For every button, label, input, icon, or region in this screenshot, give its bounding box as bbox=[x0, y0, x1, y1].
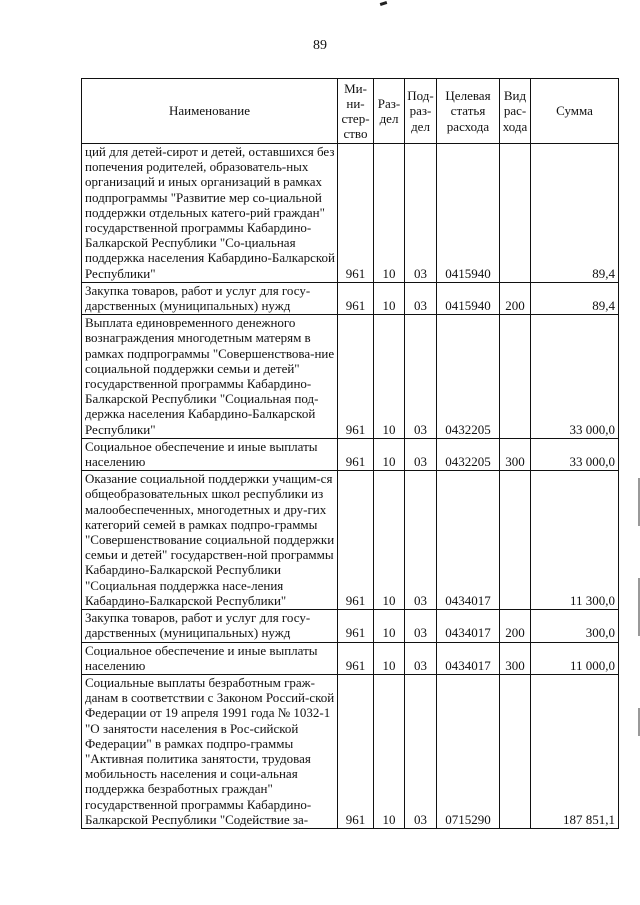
row-name: Социальные выплаты безработным граж-данам в соответствии с Законом Россий-ской Федерации от 19 апреля 1991 года № 1032-1 "О занятости населения в Рос-сийской Федерации" в рамках подпро-граммы "Активная политика занятости, трудовая мобильность населения и соци-альная поддержка безработных граждан" государственной программы Кабардино-Балкарской Республики "Содействие за- bbox=[82, 674, 338, 828]
row-name: Закупка товаров, работ и услуг для госу-дарственных (муниципальных) нужд bbox=[82, 610, 338, 642]
budget-table bbox=[81, 78, 619, 829]
row-section: 10 bbox=[374, 674, 405, 828]
row-target: 0432205 bbox=[437, 438, 500, 470]
row-ministry: 961 bbox=[338, 144, 374, 283]
table-row bbox=[82, 282, 619, 314]
row-kind bbox=[500, 315, 531, 439]
row-ministry: 961 bbox=[338, 315, 374, 439]
header-ministry: Ми-ни-стер-ство bbox=[338, 79, 374, 144]
row-name: Закупка товаров, работ и услуг для госу-дарственных (муниципальных) нужд bbox=[82, 282, 338, 314]
header-section: Раз-дел bbox=[374, 79, 405, 144]
row-target: 0432205 bbox=[437, 315, 500, 439]
row-section: 10 bbox=[374, 471, 405, 610]
row-target: 0434017 bbox=[437, 642, 500, 674]
table-header-row bbox=[82, 79, 619, 144]
row-target: 0434017 bbox=[437, 610, 500, 642]
row-section: 10 bbox=[374, 315, 405, 439]
row-section: 10 bbox=[374, 610, 405, 642]
row-kind bbox=[500, 144, 531, 283]
row-target: 0415940 bbox=[437, 144, 500, 283]
row-sum: 89,4 bbox=[531, 282, 619, 314]
table-row bbox=[82, 438, 619, 470]
row-sum: 187 851,1 bbox=[531, 674, 619, 828]
row-section: 10 bbox=[374, 642, 405, 674]
row-name: Социальное обеспечение и иные выплаты населению bbox=[82, 438, 338, 470]
row-section: 10 bbox=[374, 438, 405, 470]
header-subsection: Под-раз-дел bbox=[405, 79, 437, 144]
row-subsection: 03 bbox=[405, 471, 437, 610]
row-subsection: 03 bbox=[405, 144, 437, 283]
row-sum: 89,4 bbox=[531, 144, 619, 283]
row-sum: 300,0 bbox=[531, 610, 619, 642]
row-target: 0434017 bbox=[437, 471, 500, 610]
row-subsection: 03 bbox=[405, 282, 437, 314]
row-sum: 11 000,0 bbox=[531, 642, 619, 674]
row-target: 0715290 bbox=[437, 674, 500, 828]
row-ministry: 961 bbox=[338, 642, 374, 674]
row-subsection: 03 bbox=[405, 438, 437, 470]
row-ministry: 961 bbox=[338, 674, 374, 828]
table-row bbox=[82, 674, 619, 828]
table-row bbox=[82, 642, 619, 674]
row-sum: 33 000,0 bbox=[531, 315, 619, 439]
header-name: Наименование bbox=[82, 79, 338, 144]
header-target: Целевая статья расхода bbox=[437, 79, 500, 144]
row-ministry: 961 bbox=[338, 471, 374, 610]
row-subsection: 03 bbox=[405, 642, 437, 674]
header-kind: Вид рас-хода bbox=[500, 79, 531, 144]
row-sum: 11 300,0 bbox=[531, 471, 619, 610]
row-kind: 200 bbox=[500, 610, 531, 642]
row-section: 10 bbox=[374, 282, 405, 314]
row-target: 0415940 bbox=[437, 282, 500, 314]
row-kind: 300 bbox=[500, 438, 531, 470]
table-row bbox=[82, 610, 619, 642]
row-ministry: 961 bbox=[338, 438, 374, 470]
row-name: ций для детей-сирот и детей, оставшихся без попечения родителей, образователь-ных организаций и иных организаций в рамках подпрограммы "Развитие мер со-циальной поддержки отдельных катего-рий граждан" государственной программы Кабардино-Балкарской Республики "Со-циальная поддержка населения Кабардино-Балкарской Республики" bbox=[82, 144, 338, 283]
row-kind bbox=[500, 471, 531, 610]
row-subsection: 03 bbox=[405, 674, 437, 828]
row-name: Выплата единовременного денежного вознаграждения многодетным матерям в рамках подпрограммы "Совершенствова-ние социальной поддержки семьи и детей" государственной программы Кабардино-Балкарской Республики "Социальная под-держка населения Кабардино-Балкарской Республики" bbox=[82, 315, 338, 439]
header-sum: Сумма bbox=[531, 79, 619, 144]
row-sum: 33 000,0 bbox=[531, 438, 619, 470]
row-kind bbox=[500, 674, 531, 828]
row-subsection: 03 bbox=[405, 610, 437, 642]
row-ministry: 961 bbox=[338, 610, 374, 642]
row-name: Оказание социальной поддержки учащим-ся общеобразовательных школ республики из малообеспеченных, многодетных и дру-гих категорий семей в рамках подпро-граммы "Совершенствование социальной поддержки семьи и детей" государствен-ной программы Кабардино-Балкарской Республики "Социальная поддержка насе-ления Кабардино-Балкарской Республики" bbox=[82, 471, 338, 610]
row-section: 10 bbox=[374, 144, 405, 283]
row-subsection: 03 bbox=[405, 315, 437, 439]
row-kind: 200 bbox=[500, 282, 531, 314]
table-row bbox=[82, 315, 619, 439]
scan-mark bbox=[380, 1, 388, 6]
row-kind: 300 bbox=[500, 642, 531, 674]
table-row bbox=[82, 471, 619, 610]
row-ministry: 961 bbox=[338, 282, 374, 314]
table-row bbox=[82, 144, 619, 283]
row-name: Социальное обеспечение и иные выплаты населению bbox=[82, 642, 338, 674]
page-number: 89 bbox=[313, 38, 327, 53]
